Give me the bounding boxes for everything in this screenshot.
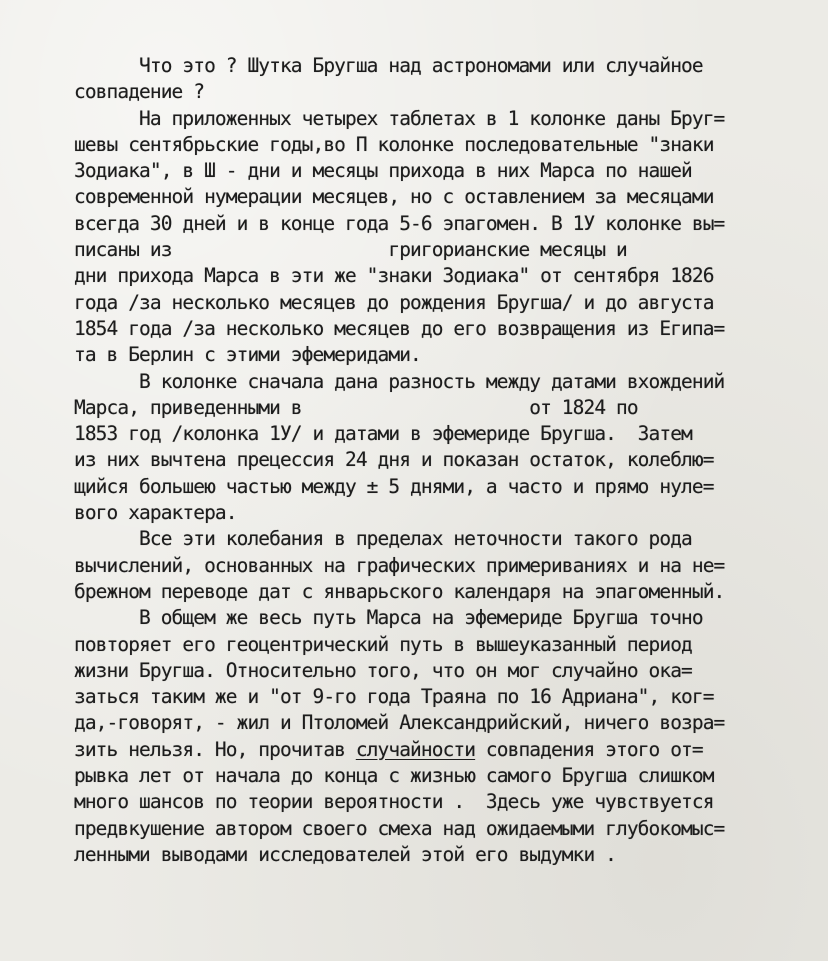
text-line-segment: брежном переводе дат с январьского календаря на эпагоменный.	[74, 579, 725, 603]
text-line	[74, 500, 822, 526]
text-line-segment: вычислений, основанных на графических примериваниях и на не=	[74, 553, 725, 577]
text-line-segment: шевы сентябрьские годы,во П колонке последовательные "знаки	[74, 132, 714, 156]
text-line	[74, 184, 822, 210]
text-line	[74, 447, 822, 473]
text-line-segment: жизни Бругша. Относительно того, что он мог случайно ока=	[74, 658, 692, 682]
text-line	[74, 579, 822, 605]
text-line-segment: заться таким же и "от 9-го года Траяна по 16 Адриана", ког=	[74, 685, 714, 709]
text-line-segment: современной нумерации месяцев, но с оставлением за месяцами	[74, 185, 714, 209]
typewritten-text	[74, 53, 822, 868]
text-line	[74, 684, 822, 710]
text-line	[74, 369, 822, 395]
text-line	[74, 816, 822, 842]
text-line-segment: В колонке сначала дана разность между датами вхождений	[74, 369, 725, 393]
text-line	[74, 263, 822, 289]
text-line	[74, 290, 822, 316]
text-line	[74, 132, 822, 158]
text-line	[74, 342, 822, 368]
text-line-segment: В общем же весь путь Марса на эфемериде Бругша точно	[74, 606, 703, 630]
text-line	[74, 710, 822, 736]
text-line-segment: да,-говорят, - жил и Птоломей Александрийский, ничего возра=	[74, 711, 725, 735]
text-line-segment: Что это ? Шутка Бругша над астрономами или случайное	[74, 54, 703, 77]
text-line-segment: Зодиака", в Ш - дни и месяцы прихода в них Марса по нашей	[74, 159, 692, 183]
text-line-segment: Марса, приведенными в от 1824 по	[74, 395, 638, 419]
text-line	[74, 79, 822, 105]
text-line-segment: вого характера.	[74, 501, 237, 525]
text-line	[74, 106, 822, 132]
text-line	[74, 53, 822, 79]
text-line	[74, 421, 822, 447]
text-line-segment: писаны из григорианские месяцы и	[74, 238, 627, 262]
text-line-segment: щийся большею частью между ± 5 днями, а часто и прямо нуле=	[74, 474, 714, 498]
text-line	[74, 316, 822, 342]
text-line	[74, 763, 822, 789]
text-line-segment: 1853 год /колонка 1У/ и датами в эфемериде Бругша. Затем	[74, 422, 692, 446]
text-line-segment: дни прихода Марса в эти же "знаки Зодиака" от сентября 1826	[74, 264, 714, 288]
text-line	[74, 395, 822, 421]
text-line-segment: Все эти колебания в пределах неточности такого рода	[74, 527, 692, 551]
text-line	[74, 737, 822, 763]
text-line-segment: та в Берлин с этими эфемеридами.	[74, 343, 421, 367]
text-line	[74, 553, 822, 579]
text-line-segment: повторяет его геоцентрический путь в вышеуказанный период	[74, 632, 692, 656]
text-line-segment: 1854 года /за несколько месяцев до его возвращения из Египа=	[74, 316, 725, 340]
text-line-segment: года /за несколько месяцев до рождения Бругша/ и до августа	[74, 290, 714, 314]
text-line-segment: ленными выводами исследователей этой его выдумки .	[74, 842, 616, 866]
text-line	[74, 526, 822, 552]
text-line	[74, 605, 822, 631]
text-line	[74, 158, 822, 184]
text-line	[74, 842, 822, 868]
text-line-segment: зить нельзя. Но, прочитав	[74, 737, 356, 761]
text-line	[74, 474, 822, 500]
text-line	[74, 237, 822, 263]
text-line	[74, 632, 822, 658]
text-line-segment: из них вычтена прецессия 24 дня и показан остаток, колеблю=	[74, 448, 714, 472]
text-line-segment: На приложенных четырех таблетах в 1 колонке даны Бруг=	[74, 106, 725, 130]
text-line-segment: совпадение ?	[74, 80, 205, 104]
text-line-segment: совпадения этого от=	[475, 737, 703, 761]
text-line-segment: предвкушение автором своего смеха над ожидаемыми глубокомыс=	[74, 816, 725, 840]
underlined-word: случайности	[355, 737, 476, 761]
text-line-segment: рывка лет от начала до конца с жизнью самого Бругша слишком	[74, 764, 714, 788]
text-line-segment: много шансов по теории вероятности . Здесь уже чувствуется	[74, 790, 714, 814]
text-line	[74, 211, 822, 237]
text-line-segment: всегда 30 дней и в конце года 5-6 эпагомен. В 1У колонке вы=	[74, 211, 725, 235]
text-line	[74, 789, 822, 815]
text-line	[74, 658, 822, 684]
